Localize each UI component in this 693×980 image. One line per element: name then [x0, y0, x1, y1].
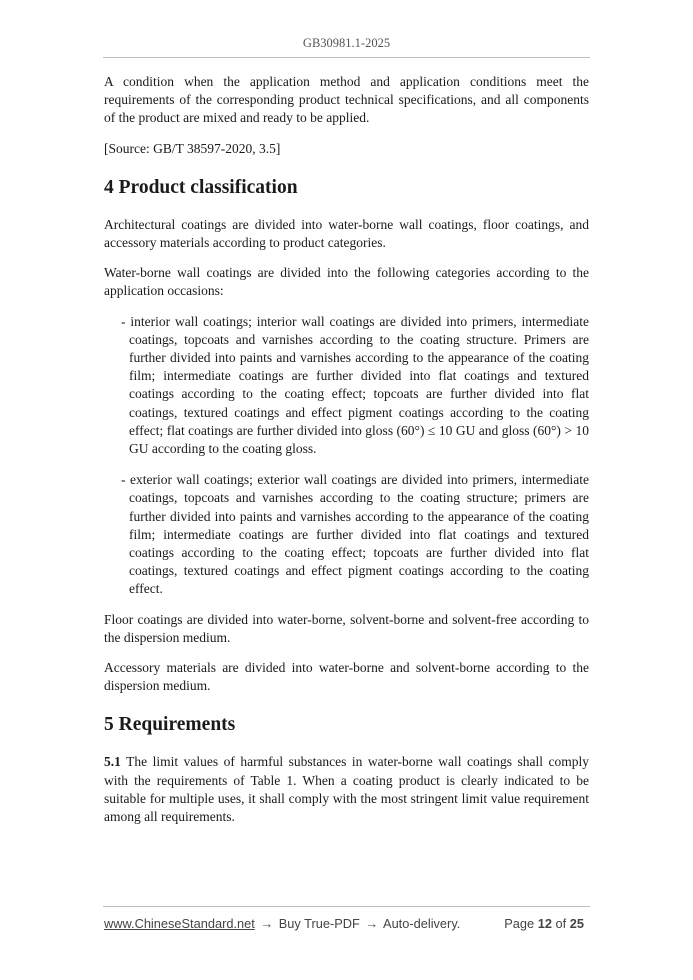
- buy-pdf-text: Buy True-PDF: [278, 916, 360, 931]
- page-total: 25: [569, 916, 584, 931]
- section-5-heading: 5 Requirements: [104, 714, 236, 736]
- page-number: 12: [537, 916, 552, 931]
- arrow-right-icon: →: [260, 916, 274, 931]
- page-indicator: [504, 916, 584, 931]
- section-4-paragraph-1: Architectural coatings are divided into water-borne wall coatings, floor coatings, and accessory materials according to product categories.: [104, 216, 589, 251]
- source-reference: [Source: GB/T 38597-2020, 3.5]: [104, 140, 281, 156]
- section-4-paragraph-2: Water-borne wall coatings are divided into the following categories according to the application occasions:: [104, 265, 589, 299]
- footer-divider: [103, 906, 590, 907]
- of-label: of: [555, 916, 567, 931]
- clause-5-1: [104, 753, 589, 826]
- header-divider: [103, 57, 590, 58]
- clause-text: The limit values of harmful substances in water-borne wall coatings shall comply with the requirements of Table 1. When a coating product is clearly indicated to be suitable for multiple uses, it shall comply with the most stringent limit value requirement among all requirements.: [104, 754, 589, 825]
- page-footer: [104, 916, 590, 934]
- page-content: [104, 73, 589, 836]
- footer-promo: [104, 916, 460, 931]
- website-link[interactable]: www.ChineseStandard.net: [104, 916, 255, 931]
- arrow-right-icon: →: [365, 916, 379, 931]
- definition-paragraph: A condition when the application method and application conditions meet the requirements of the corresponding product technical specifications, and all components of the product are mixed and ready to be applied.: [104, 74, 589, 126]
- section-4-heading: 4 Product classification: [104, 176, 298, 198]
- clause-number: 5.1: [104, 754, 121, 770]
- list-item-interior-wall: - interior wall coatings; interior wall coatings are divided into primers, intermediate coatings, topcoats and varnishes according to the coating structure. Primers are further divided into paints and varnishes according to the appearance of the coating film; intermediate coatings are further divided into flat coatings and textured coatings according to the coating effect; topcoats are further divided into flat coatings, textured coatings and effect pigment coatings according to the coating effect; flat coatings are further divided into gloss (60°) ≤ 10 GU and gloss (60°) > 10 GU according to the coating gloss.: [121, 313, 589, 457]
- auto-delivery-text: Auto-delivery.: [383, 916, 461, 931]
- document-header: GB30981.1-2025: [302, 36, 391, 50]
- section-4-paragraph-4: Accessory materials are divided into water-borne and solvent-borne according to the dispersion medium.: [104, 660, 589, 694]
- section-4-paragraph-3: Floor coatings are divided into water-borne, solvent-borne and solvent-free according to the dispersion medium.: [104, 611, 589, 645]
- list-item-exterior-wall: - exterior wall coatings; exterior wall coatings are divided into primers, intermediate coatings, topcoats and varnishes according to the coating structure; primers are further divided into paints and varnishes according to the appearance of the coating film; intermediate coatings are further divided into flat coatings and textured coatings according to the coating effect; topcoats are further divided into flat coatings, textured coatings and effect pigment coatings according to the coating effect.: [121, 472, 589, 597]
- page-label: Page: [504, 916, 535, 931]
